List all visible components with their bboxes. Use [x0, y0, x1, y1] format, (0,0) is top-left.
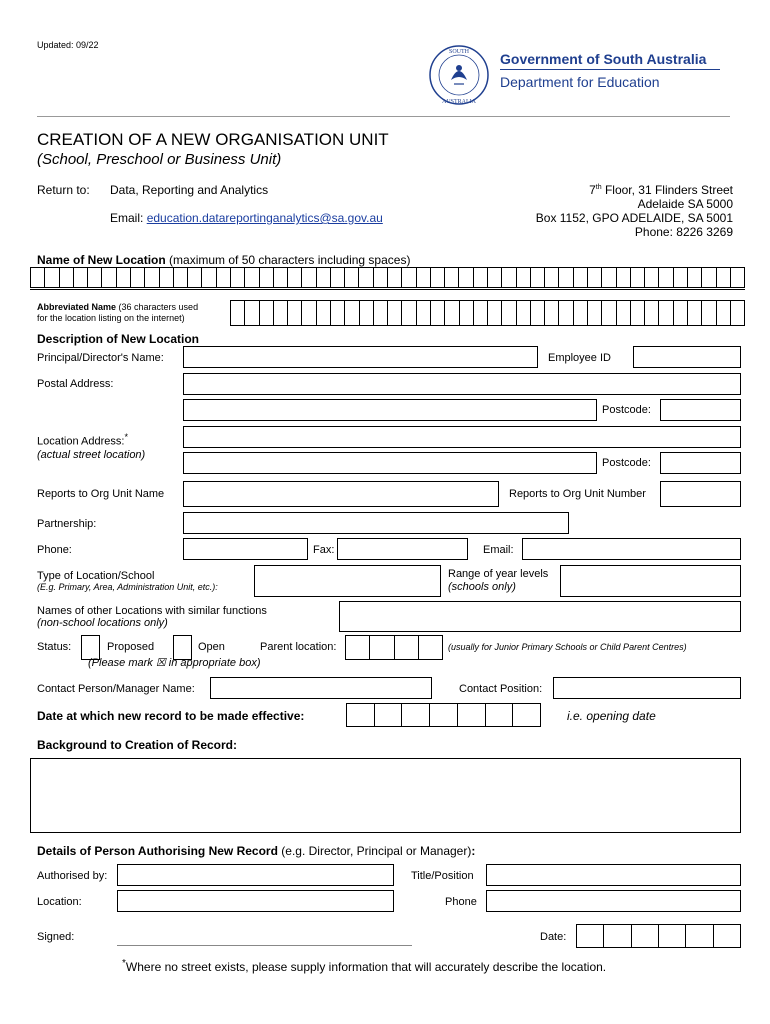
- sa-government-logo: [424, 44, 494, 106]
- auth-date-cells[interactable]: [576, 924, 741, 948]
- auth-date-label: Date:: [540, 931, 567, 943]
- partnership-label: Partnership:: [37, 518, 97, 530]
- svg-text:SOUTH: SOUTH: [448, 49, 470, 55]
- other-locations-input[interactable]: [339, 601, 741, 632]
- phone-input[interactable]: [183, 538, 308, 560]
- postal-address-input-1[interactable]: [183, 373, 741, 395]
- addr-floor-sup: th: [595, 184, 602, 191]
- svg-text:AUSTRALIA: AUSTRALIA: [442, 99, 476, 105]
- footnote: [122, 958, 606, 974]
- addr-street: Floor, 31 Flinders Street: [601, 183, 733, 197]
- address-line-2: Adelaide SA 5000: [637, 197, 733, 211]
- location-address-label: [37, 432, 128, 449]
- effective-date-cells[interactable]: [346, 703, 541, 727]
- postal-postcode-input[interactable]: [660, 399, 741, 421]
- address-line-3: Box 1152, GPO ADELAIDE, SA 5001: [535, 211, 733, 225]
- phone-label: Phone:: [37, 544, 72, 556]
- return-email-link[interactable]: education.datareportinganalytics@sa.gov.au: [146, 211, 383, 225]
- return-team: Data, Reporting and Analytics: [110, 183, 269, 197]
- email-input[interactable]: [522, 538, 741, 560]
- address-line-4: Phone: 8226 3269: [634, 225, 733, 239]
- signature-line[interactable]: [117, 945, 412, 946]
- contact-position-label: Contact Position:: [459, 683, 543, 695]
- parent-location-label: Parent location:: [260, 641, 337, 653]
- email-label: [110, 211, 383, 225]
- footnote-text: Where no street exists, please supply information that will accurately describe the location.: [125, 960, 607, 974]
- title-position-input[interactable]: [486, 864, 741, 886]
- employee-id-input[interactable]: [633, 346, 741, 368]
- fax-label: Fax:: [313, 544, 335, 556]
- location-address-input-1[interactable]: [183, 426, 741, 448]
- authorise-heading-colon: :: [471, 844, 476, 858]
- background-label: Background to Creation of Record:: [37, 738, 238, 752]
- location-address-text: Location Address:: [37, 435, 125, 448]
- logo-crest-icon: [424, 44, 494, 106]
- postal-label: Postal Address:: [37, 378, 114, 390]
- authorised-by-label: Authorised by:: [37, 870, 108, 882]
- type-location-input[interactable]: [254, 565, 441, 597]
- reports-name-input[interactable]: [183, 481, 499, 507]
- contact-person-label: Contact Person/Manager Name:: [37, 683, 195, 695]
- header-divider: [500, 69, 720, 70]
- page-subtitle: (School, Preschool or Business Unit): [37, 151, 282, 168]
- name-label-rest: (maximum of 50 characters including spaces): [165, 253, 411, 267]
- abbrev-label-rest: (36 characters used: [116, 302, 199, 312]
- non-school-note: (non-school locations only): [37, 617, 168, 629]
- employee-id-label: Employee ID: [548, 352, 611, 364]
- contact-position-input[interactable]: [553, 677, 741, 699]
- please-mark-note: (Please mark ☒ in appropriate box): [88, 657, 261, 669]
- proposed-label: Proposed: [107, 641, 155, 653]
- addr-floor-num: 7: [589, 183, 596, 197]
- name-label-bold: Name of New Location: [37, 253, 166, 267]
- location-postcode-label: Postcode:: [602, 457, 651, 469]
- dept-name: Department for Education: [500, 74, 660, 90]
- authorise-heading-bold: Details of Person Authorising New Record: [37, 844, 278, 858]
- auth-location-input[interactable]: [117, 890, 394, 912]
- auth-location-label: Location:: [37, 896, 82, 908]
- actual-street-note: (actual street location): [37, 449, 146, 461]
- name-label: [37, 253, 410, 267]
- partnership-input[interactable]: [183, 512, 569, 534]
- contact-person-input[interactable]: [210, 677, 432, 699]
- updated-date: Updated: 09/22: [37, 40, 99, 50]
- auth-phone-label: Phone: [445, 896, 477, 908]
- title-position-label: Title/Position: [411, 870, 474, 882]
- principal-name-input[interactable]: [183, 346, 538, 368]
- background-textarea[interactable]: [30, 758, 741, 833]
- postal-address-input-2[interactable]: [183, 399, 597, 421]
- location-postcode-input[interactable]: [660, 452, 741, 474]
- description-heading: Description of New Location: [37, 332, 200, 346]
- footnote-asterisk: *: [122, 958, 126, 969]
- open-label: Open: [198, 641, 225, 653]
- range-years-label: Range of year levels: [448, 568, 549, 580]
- opening-date-note: i.e. opening date: [567, 709, 656, 723]
- location-address-input-2[interactable]: [183, 452, 597, 474]
- return-to-label: Return to:: [37, 183, 90, 197]
- abbrev-label-bold: Abbreviated Name: [37, 302, 117, 312]
- postal-postcode-label: Postcode:: [602, 404, 651, 416]
- email-label-text: Email:: [110, 211, 144, 225]
- effective-date-label: Date at which new record to be made effective:: [37, 709, 305, 723]
- name-underline: [30, 289, 745, 290]
- page-title: CREATION OF A NEW ORGANISATION UNIT: [37, 130, 389, 149]
- abbreviated-name-cells[interactable]: [230, 300, 745, 326]
- top-rule: [37, 116, 730, 117]
- abbrev-label-2: for the location listing on the internet): [37, 313, 185, 323]
- status-label: Status:: [37, 641, 72, 653]
- signed-label: Signed:: [37, 931, 75, 943]
- authorise-heading: [37, 844, 475, 858]
- type-location-label: Type of Location/School: [37, 570, 155, 582]
- authorised-by-input[interactable]: [117, 864, 394, 886]
- email-field-label: Email:: [483, 544, 514, 556]
- principal-label: Principal/Director's Name:: [37, 352, 164, 364]
- fax-input[interactable]: [337, 538, 468, 560]
- reports-number-input[interactable]: [660, 481, 741, 507]
- auth-phone-input[interactable]: [486, 890, 741, 912]
- reports-name-label: Reports to Org Unit Name: [37, 488, 165, 500]
- type-location-example: (E.g. Primary, Area, Administration Unit, etc.):: [37, 582, 218, 592]
- parent-location-note: (usually for Junior Primary Schools or Child Parent Centres): [448, 642, 687, 652]
- parent-location-cells[interactable]: [345, 635, 443, 660]
- abbrev-label: [37, 302, 198, 313]
- schools-only-note: (schools only): [448, 581, 516, 593]
- other-locations-label: Names of other Locations with similar functions: [37, 605, 267, 617]
- range-years-input[interactable]: [560, 565, 741, 597]
- address-line-1: [589, 183, 733, 197]
- authorise-heading-rest: (e.g. Director, Principal or Manager): [277, 844, 472, 858]
- gov-name: Government of South Australia: [500, 51, 707, 67]
- location-address-asterisk: *: [124, 432, 129, 442]
- reports-number-label: Reports to Org Unit Number: [509, 488, 646, 500]
- location-name-cells[interactable]: [30, 267, 745, 288]
